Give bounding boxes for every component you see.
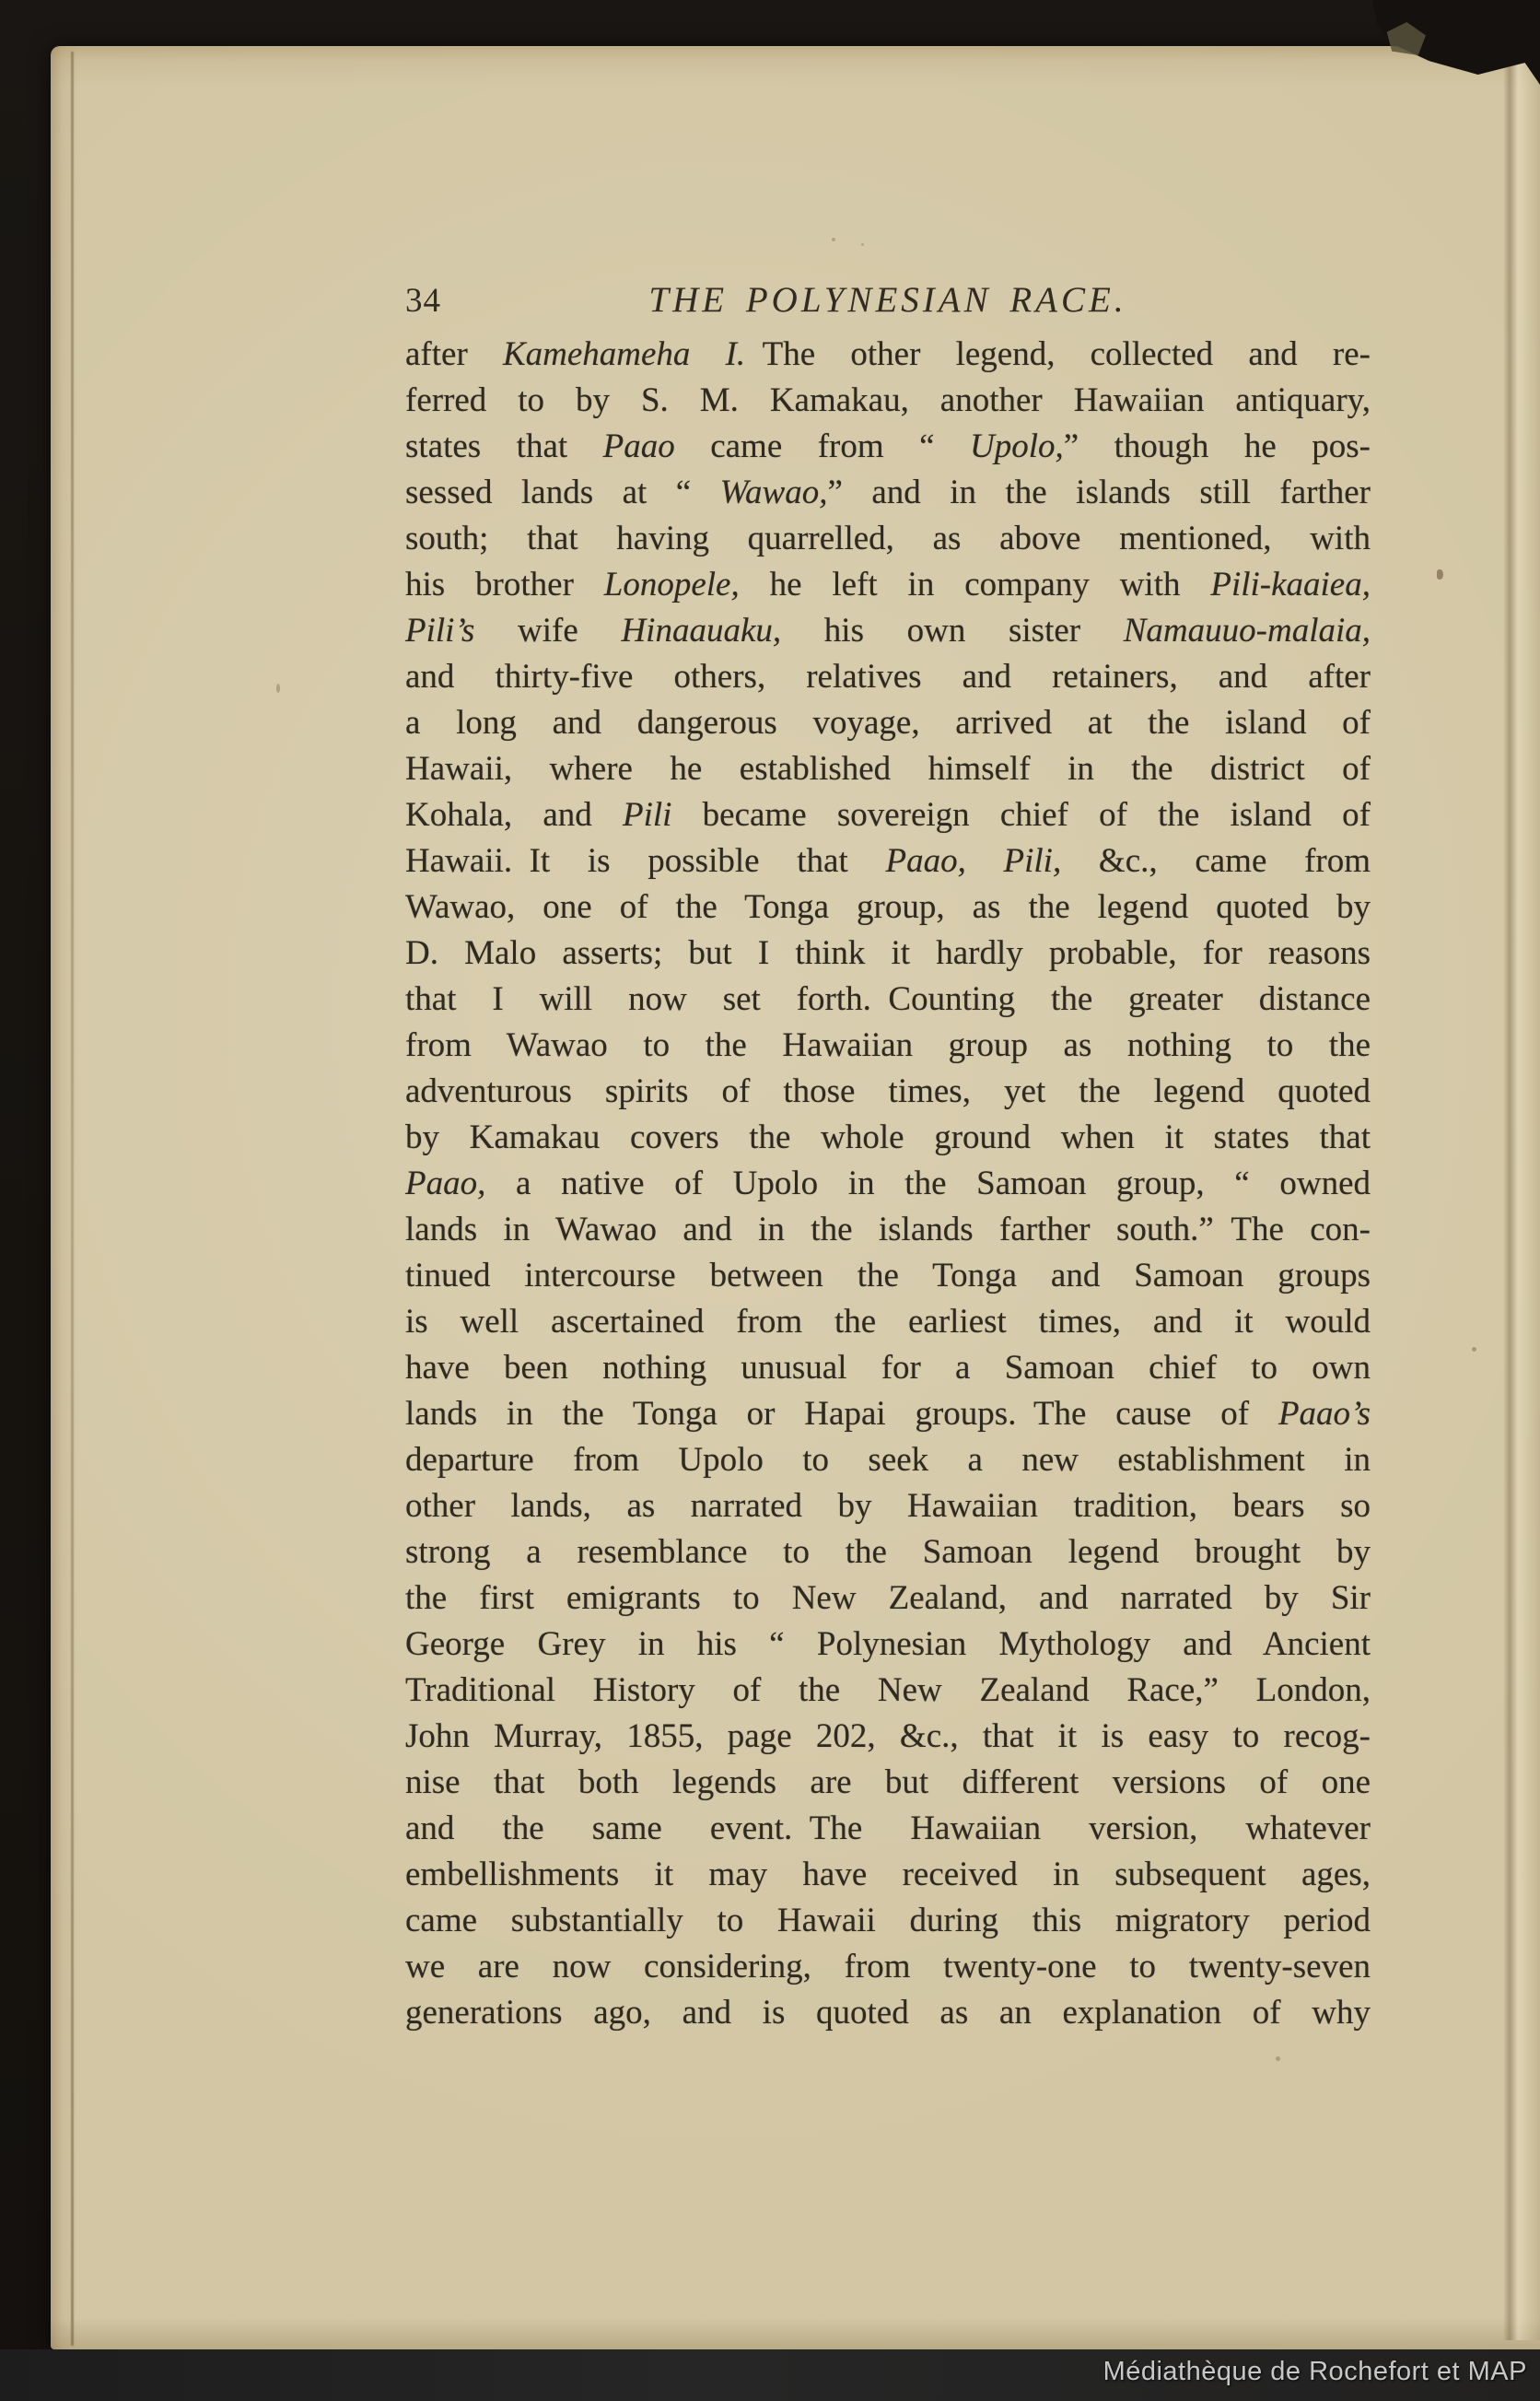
- text-run: ” and in the islands still farther: [827, 474, 1371, 511]
- text-run: strong a resemblance to the Samoan legend brought by: [405, 1533, 1371, 1571]
- text-line: [405, 746, 1371, 792]
- text-run-italic: Paao, Pili,: [885, 842, 1062, 880]
- text-run: after: [405, 335, 503, 373]
- text-line: [405, 1023, 1371, 1069]
- paper-speck: [1437, 569, 1443, 580]
- text-line: [405, 516, 1371, 562]
- text-line: [405, 1852, 1371, 1898]
- text-line: [405, 838, 1371, 884]
- text-run-italic: Hinaauaku,: [621, 612, 782, 650]
- text-run: his own sister: [781, 612, 1124, 650]
- text-run: Hawaii. It is possible that: [405, 842, 886, 880]
- page-number: 34: [405, 282, 441, 320]
- text-run: lands in the Tonga or Hapai groups. The cause of: [405, 1395, 1278, 1433]
- text-run: a native of Upolo in the Samoan group, “ owned: [485, 1165, 1371, 1202]
- text-line: [405, 1760, 1371, 1806]
- text-run: sessed lands at “: [405, 474, 720, 511]
- text-run-italic: Lonopele,: [603, 566, 740, 603]
- text-run-italic: Paao’s: [1278, 1395, 1371, 1433]
- text-line: [405, 1529, 1371, 1575]
- paper-speck: [276, 684, 280, 693]
- text-run: and thirty-five others, relatives and retainers, and after: [405, 658, 1371, 696]
- text-line: [405, 1622, 1371, 1668]
- text-run: that I will now set forth. Counting the greater distance: [405, 980, 1371, 1018]
- text-run: Kohala, and: [405, 796, 623, 834]
- watermark-text: Médiathèque de Rochefort et MAP: [1102, 2357, 1527, 2386]
- text-run: his brother: [405, 566, 604, 603]
- text-run: generations ago, and is quoted as an explanation of why: [405, 1994, 1371, 2032]
- text-line: [405, 1990, 1371, 2036]
- text-run: George Grey in his “ Polynesian Mythology and Ancient: [405, 1625, 1371, 1663]
- text-run-italic: Pili: [622, 796, 672, 834]
- text-line: [405, 1345, 1371, 1391]
- text-line: [405, 1299, 1371, 1345]
- book-page: [51, 46, 1540, 2349]
- text-line: [405, 1161, 1371, 1207]
- text-run: Traditional History of the New Zealand Race,” London,: [405, 1671, 1371, 1709]
- text-run: came from “: [674, 427, 970, 465]
- text-line: [405, 1714, 1371, 1760]
- text-line: [405, 1806, 1371, 1852]
- text-run: departure from Upolo to seek a new establishment in: [405, 1441, 1371, 1479]
- text-line: [405, 1668, 1371, 1714]
- text-line: [405, 1898, 1371, 1944]
- running-title: THE POLYNESIAN RACE.: [648, 280, 1127, 320]
- text-line: [405, 1207, 1371, 1253]
- text-run: by Kamakau covers the whole ground when it states that: [405, 1119, 1371, 1156]
- paper-speck: [832, 238, 835, 241]
- text-line: [405, 931, 1371, 977]
- text-run: Hawaii, where he established himself in the district of: [405, 750, 1371, 788]
- text-run-italic: Kamehameha I.: [502, 335, 746, 373]
- text-run: other lands, as narrated by Hawaiian tradition, bears so: [405, 1487, 1371, 1525]
- text-line: [405, 332, 1371, 378]
- text-run-italic: Paao: [602, 427, 675, 465]
- text-line: [405, 562, 1371, 608]
- running-header: [405, 279, 1371, 327]
- paper-speck: [861, 243, 864, 246]
- text-run: embellishments it may have received in subsequent ages,: [405, 1856, 1371, 1893]
- text-run: adventurous spirits of those times, yet the legend quoted: [405, 1072, 1371, 1110]
- body-text: [405, 332, 1371, 2036]
- text-line: [405, 1391, 1371, 1437]
- text-run: ferred to by S. M. Kamakau, another Hawaiian antiquary,: [405, 381, 1371, 419]
- text-run-italic: Wawao,: [719, 474, 828, 511]
- text-run: states that: [405, 427, 603, 465]
- text-run: he left in company with: [739, 566, 1211, 603]
- text-run: Wawao, one of the Tonga group, as the legend quoted by: [405, 888, 1371, 926]
- paper-speck: [1276, 2056, 1280, 2061]
- text-line: [405, 608, 1371, 654]
- scan-footer-band: [0, 2349, 1540, 2401]
- paper-speck: [1472, 1347, 1476, 1352]
- text-run: a long and dangerous voyage, arrived at the island of: [405, 704, 1371, 742]
- text-run-italic: Pili’s: [405, 612, 475, 650]
- text-run: tinued intercourse between the Tonga and Samoan groups: [405, 1257, 1371, 1294]
- text-run: from Wawao to the Hawaiian group as nothing to the: [405, 1026, 1371, 1064]
- text-run: John Murray, 1855, page 202, &c., that it is easy to recog-: [405, 1717, 1371, 1755]
- text-line: [405, 424, 1371, 470]
- text-run: the first emigrants to New Zealand, and narrated by Sir: [405, 1579, 1371, 1617]
- text-run: wife: [474, 612, 622, 650]
- text-run: we are now considering, from twenty-one to twenty-seven: [405, 1948, 1371, 1985]
- text-line: [405, 1437, 1371, 1483]
- text-run: &c., came from: [1061, 842, 1371, 880]
- text-run: lands in Wawao and in the islands farther south.” The con-: [405, 1211, 1371, 1248]
- text-line: [405, 470, 1371, 516]
- text-run-italic: Upolo,: [970, 427, 1064, 465]
- text-line: [405, 884, 1371, 931]
- text-line: [405, 654, 1371, 700]
- text-line: [405, 700, 1371, 746]
- text-run: have been nothing unusual for a Samoan chief to own: [405, 1349, 1371, 1387]
- text-run: is well ascertained from the earliest times, and it would: [405, 1303, 1371, 1341]
- text-run: nise that both legends are but different versions of one: [405, 1763, 1371, 1801]
- page-right-crease: [1503, 57, 1540, 2340]
- text-run: and the same event. The Hawaiian version, whatever: [405, 1810, 1371, 1847]
- text-run: came substantially to Hawaii during this migratory period: [405, 1902, 1371, 1939]
- text-run-italic: Pili-kaaiea,: [1210, 566, 1371, 603]
- text-line: [405, 1575, 1371, 1622]
- text-line: [405, 1253, 1371, 1299]
- text-run-italic: Namauuo-malaia,: [1123, 612, 1371, 650]
- text-line: [405, 1069, 1371, 1115]
- text-line: [405, 977, 1371, 1023]
- text-run-italic: Paao,: [405, 1165, 486, 1202]
- text-run: The other legend, collected and re-: [745, 335, 1371, 373]
- text-line: [405, 1944, 1371, 1990]
- text-run: D. Malo asserts; but I think it hardly probable, for reasons: [405, 934, 1371, 972]
- text-line: [405, 792, 1371, 838]
- text-run: became sovereign chief of the island of: [671, 796, 1371, 834]
- text-run: south; that having quarrelled, as above mentioned, with: [405, 520, 1371, 557]
- text-run: ” though he pos-: [1063, 427, 1371, 465]
- text-line: [405, 378, 1371, 424]
- text-line: [405, 1115, 1371, 1161]
- text-line: [405, 1483, 1371, 1529]
